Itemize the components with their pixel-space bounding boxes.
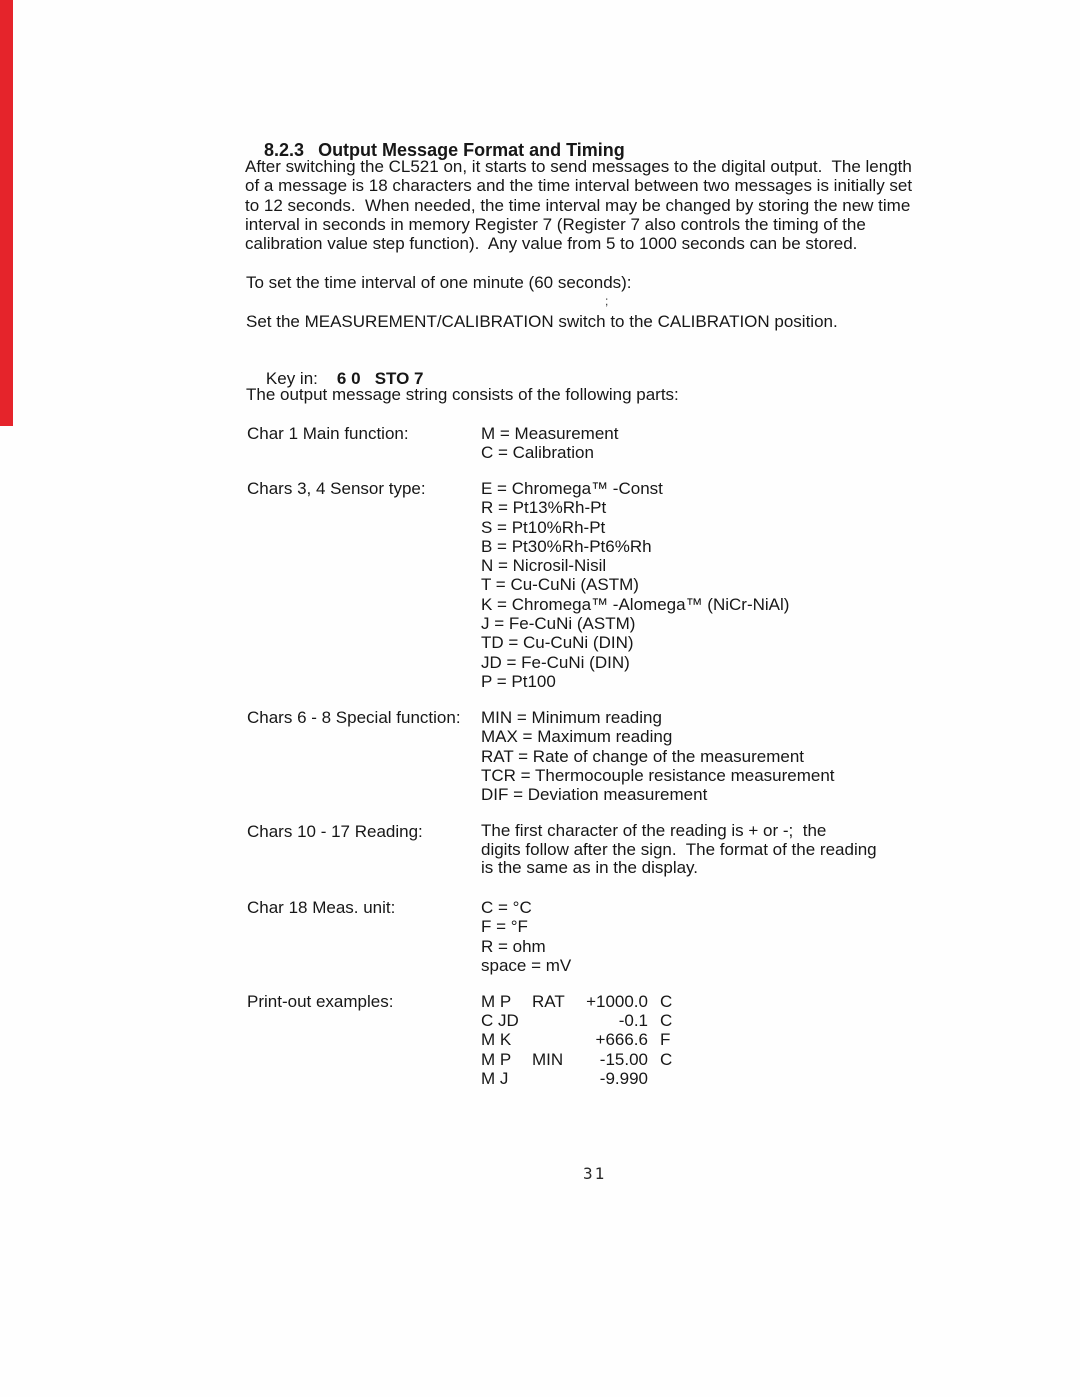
definition-line: T = Cu-CuNi (ASTM): [481, 575, 639, 595]
printout-row: [481, 1069, 672, 1088]
printout-function: MIN: [532, 1049, 564, 1069]
definition-line: E = Chromega™ -Const: [481, 479, 663, 498]
definition-values: [481, 479, 789, 691]
paragraph-line: After switching the CL521 on, it starts to send messages to the digital output. The length: [245, 157, 912, 176]
printout-label: Print-out examples:: [247, 992, 394, 1011]
message-parts-line: The output message string consists of the following parts:: [246, 385, 679, 404]
definition-label: Char 1 Main function:: [247, 424, 409, 443]
printout-value: -15.00: [599, 1049, 648, 1069]
printout-value: -0.1: [618, 1011, 648, 1031]
printout-prefix: M P: [481, 1049, 512, 1069]
printout-row: [481, 1030, 672, 1049]
scan-speck: ;: [605, 294, 609, 308]
definition-label: Chars 6 - 8 Special function:: [247, 708, 461, 727]
definition-line: MAX = Maximum reading: [481, 727, 673, 747]
printout-unit: C: [660, 1049, 673, 1069]
printout-prefix: M K: [481, 1030, 512, 1050]
definition-line: C = °C: [481, 898, 532, 917]
definition-line: digits follow after the sign. The format of the reading: [481, 839, 877, 859]
definition-line: J = Fe-CuNi (ASTM): [481, 614, 636, 634]
paragraph-line: of a message is 18 characters and the time interval between two messages is initially set: [245, 176, 913, 196]
section-number: 8.2.3: [264, 140, 305, 160]
set-interval-line: To set the time interval of one minute (60 seconds):: [246, 273, 632, 292]
definition-label: Chars 10 - 17 Reading:: [247, 822, 423, 841]
definition-line: R = Pt13%Rh-Pt: [481, 498, 607, 518]
definition-line: F = °F: [481, 917, 528, 937]
definition-values: [481, 708, 835, 804]
definition-line: MIN = Minimum reading: [481, 708, 662, 727]
definition-values: [481, 898, 571, 975]
definition-line: N = Nicrosil-Nisil: [481, 556, 607, 576]
paragraph-line: interval in seconds in memory Register 7 (Register 7 also controls the timing of the: [245, 214, 866, 234]
red-edge-scan-artifact: [0, 0, 13, 426]
key-sequence: 6 0 STO 7: [336, 369, 424, 388]
printout-function: [532, 1011, 582, 1030]
printout-row: [481, 992, 672, 1011]
page-number: 31: [583, 1164, 607, 1183]
printout-unit: F: [660, 1030, 671, 1050]
printout-function: [532, 1030, 582, 1049]
printout-value: -9.990: [599, 1068, 648, 1088]
definition-line: is the same as in the display.: [481, 858, 699, 878]
paragraph-line: to 12 seconds. When needed, the time interval may be changed by storing the new time: [245, 195, 911, 215]
printout-prefix: C JD: [481, 1011, 519, 1031]
section-title: Output Message Format and Timing: [318, 140, 625, 160]
definition-line: DIF = Deviation measurement: [481, 785, 708, 805]
key-in-label: Key in:: [265, 369, 318, 388]
printout-unit: C: [660, 992, 673, 1011]
printout-rows: [481, 992, 672, 1088]
intro-paragraph: [245, 157, 912, 253]
definition-line: R = ohm: [481, 936, 546, 956]
printout-row: [481, 1050, 672, 1069]
definition-label: Char 18 Meas. unit:: [247, 898, 396, 917]
printout-value: +1000.0: [586, 992, 648, 1011]
paragraph-line: calibration value step function). Any value from 5 to 1000 seconds can be stored.: [245, 234, 858, 254]
definition-line: space = mV: [481, 955, 572, 975]
calibration-switch-line: Set the MEASUREMENT/CALIBRATION switch to the CALIBRATION position.: [246, 312, 838, 331]
printout-prefix: M J: [481, 1068, 509, 1088]
definition-line: TCR = Thermocouple resistance measurement: [481, 765, 835, 785]
definition-values: [481, 822, 877, 878]
definition-line: The first character of the reading is + or -; the: [481, 821, 827, 840]
definition-label: Chars 3, 4 Sensor type:: [247, 479, 426, 498]
definition-line: S = Pt10%Rh-Pt: [481, 517, 606, 537]
definition-values: [481, 424, 618, 463]
definition-line: C = Calibration: [481, 443, 594, 463]
definition-line: TD = Cu-CuNi (DIN): [481, 633, 634, 653]
printout-row: [481, 1011, 672, 1030]
printout-function: [532, 1069, 582, 1088]
printout-function: RAT: [532, 992, 565, 1011]
printout-unit: C: [660, 1011, 673, 1031]
definition-line: P = Pt100: [481, 671, 556, 691]
definition-line: K = Chromega™ -Alomega™ (NiCr-NiAl): [481, 594, 790, 614]
definition-line: B = Pt30%Rh-Pt6%Rh: [481, 536, 652, 556]
definition-line: RAT = Rate of change of the measurement: [481, 746, 805, 766]
definition-line: M = Measurement: [481, 424, 619, 443]
printout-prefix: M P: [481, 992, 512, 1011]
definition-line: JD = Fe-CuNi (DIN): [481, 652, 630, 672]
printout-value: +666.6: [595, 1030, 648, 1050]
